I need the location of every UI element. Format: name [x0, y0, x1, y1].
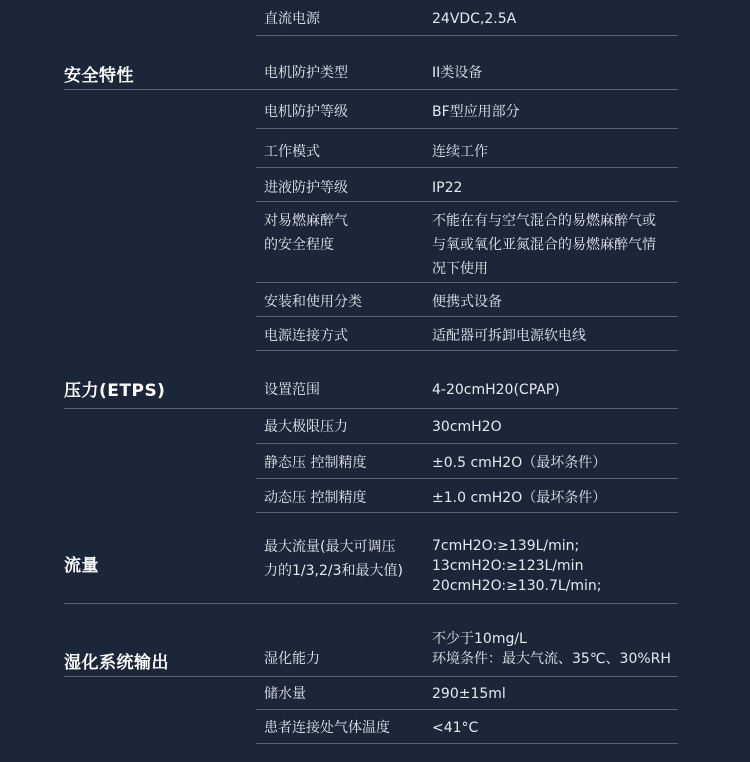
row-label-motor-grade: 电机防护等级: [264, 104, 348, 120]
row-label-motor-type: 电机防护类型: [264, 65, 348, 81]
row-value-range: 4-20cmH20(CPAP): [432, 382, 560, 398]
row-divider: [256, 282, 678, 283]
row-divider: [256, 350, 678, 351]
section-title-pressure: 压力(ETPS): [64, 381, 166, 401]
row-label-water: 储水量: [264, 686, 306, 702]
section-divider: [64, 89, 678, 90]
row-value-mode: 连续工作: [432, 144, 488, 160]
row-label-gas-temp: 患者连接处气体温度: [264, 720, 390, 736]
row-value-ingress: IP22: [432, 180, 463, 196]
row-value-humid-capacity: 不少于10mg/L 环境条件：最大气流、35℃、30%RH: [432, 631, 671, 667]
row-label-install: 安装和使用分类: [264, 294, 362, 310]
row-label-static: 静态压 控制精度: [264, 455, 367, 471]
row-value-install: 便携式设备: [432, 294, 502, 310]
row-divider: [256, 478, 678, 479]
section-divider: [64, 676, 678, 677]
row-label-mode: 工作模式: [264, 144, 320, 160]
row-label-max-pressure: 最大极限压力: [264, 419, 348, 435]
row-value-motor-grade: BF型应用部分: [432, 104, 520, 120]
section-divider: [64, 603, 678, 604]
row-divider: [256, 743, 678, 744]
row-divider: [256, 316, 678, 317]
row-divider: [256, 443, 678, 444]
row-divider: [256, 167, 678, 168]
row-value-power-supply: 24VDC,2.5A: [432, 11, 517, 27]
row-value-max-flow: 7cmH2O:≥139L/min; 13cmH2O:≥123L/min 20cmH2O:≥130.7L/min;: [432, 538, 602, 594]
row-divider: [256, 128, 678, 129]
row-value-max-pressure: 30cmH2O: [432, 419, 502, 435]
section-title-safety: 安全特性: [64, 66, 134, 86]
row-value-water: 290±15ml: [432, 686, 506, 702]
row-label-ingress: 进液防护等级: [264, 180, 348, 196]
row-label-range: 设置范围: [264, 382, 320, 398]
section-title-humidification: 湿化系统输出: [64, 653, 169, 673]
row-label-power-supply: 直流电源: [264, 11, 320, 27]
row-value-dynamic: ±1.0 cmH2O（最坏条件）: [432, 490, 607, 506]
row-label-max-flow: 最大流量(最大可调压 力的1/3,2/3和最大值): [264, 539, 403, 579]
row-label-dynamic: 动态压 控制精度: [264, 490, 367, 506]
row-divider: [256, 35, 678, 36]
row-value-gas-temp: <41°C: [432, 720, 479, 736]
row-label-connect: 电源连接方式: [264, 328, 348, 344]
row-value-static: ±0.5 cmH2O（最坏条件）: [432, 455, 607, 471]
section-divider: [64, 408, 678, 409]
row-label-flammable: 对易燃麻醉气 的安全程度: [264, 213, 348, 253]
section-title-flow: 流量: [64, 556, 99, 576]
row-divider: [256, 201, 678, 202]
row-value-connect: 适配器可拆卸电源软电线: [432, 328, 586, 344]
row-value-motor-type: II类设备: [432, 65, 483, 81]
row-value-flammable: 不能在有与空气混合的易燃麻醉气或 与氧或氧化亚氮混合的易燃麻醉气情 况下使用: [432, 213, 656, 277]
row-divider: [256, 709, 678, 710]
row-label-humid-capacity: 湿化能力: [264, 651, 320, 667]
row-divider: [256, 512, 678, 513]
